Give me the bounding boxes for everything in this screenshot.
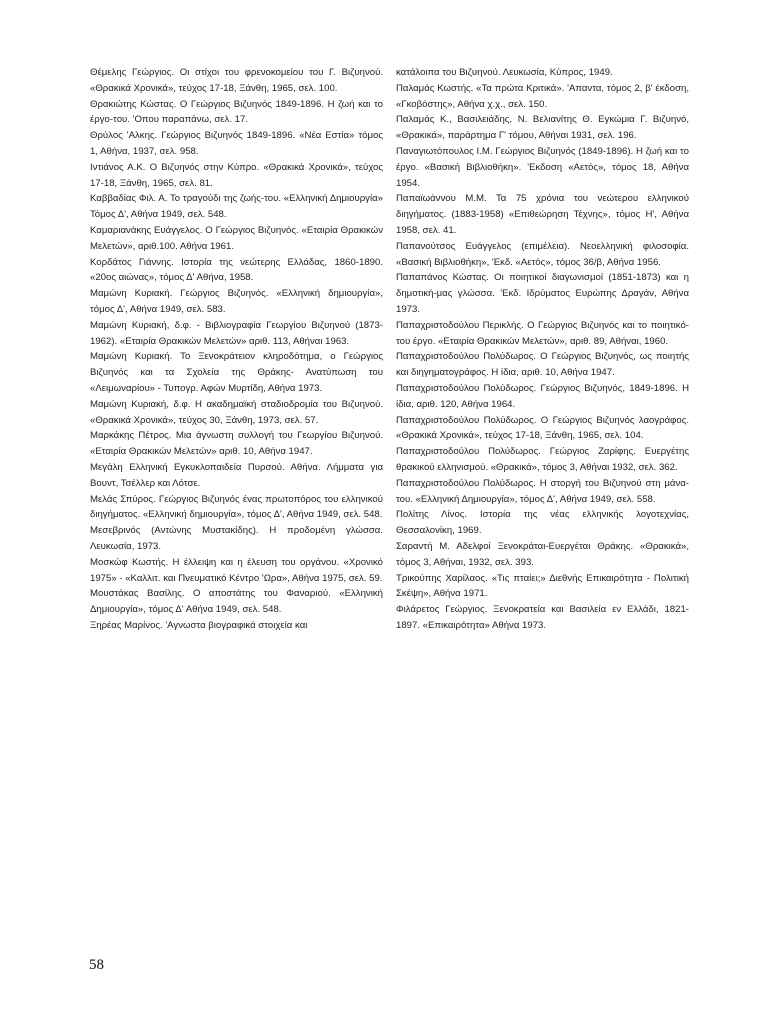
bibliography-left-column [90,65,383,634]
bibliography-entry: Φιλάρετος Γεώργιος. Ξενοκρατεία και Βασιλεία εν Ελλάδι, 1821-1897. «Επικαιρότητα» Αθήνα 1973. [396,604,689,631]
bibliography-entry: Παλαμάς Κωστής. «Τα πρώτα Κριτικά». 'Απαντα, τόμος 2, β' έκδοση, «Γκοβόστης», Αθήνα χ.χ., σελ. 150. [396,82,689,110]
bibliography-entry: Παπαχριστοδούλου Πολύδωρος. Γεώργιος Ζαρίφης. Ευεργέτης θρακικού ελληνισμού. «Θρακικά», τόμος 3, Αθήναι 1932, σελ. 362. [396,446,689,473]
bibliography-entry: Σαραντή Μ. Αδελφοί Ξενοκράται-Ευεργέται Θράκης. «Θρακικά», τόμος 3, Αθήναι, 1932, σελ. 393. [396,540,689,568]
bibliography-entry: Μοσκώφ Κωστής. Η έλλειψη και η έλευση του οργάνου. «Χρονικό 1975» - «Καλλιτ. και Πνευματικό Κέντρο 'Ωρα», Αθήνα 1975, σελ. 59. [90,556,383,584]
bibliography-entry: Παπαχριστοδούλου Πολύδωρος. Η στοργή του Βιζυηνού στη μάνα-του. «Ελληνική Δημιουργία», τόμος Δ', Αθήνα 1949, σελ. 558. [396,477,689,505]
bibliography-entry: Παπαχριστοδούλου Πολύδωρος. Ο Γεώργιος Βιζυηνός, ως ποιητής και διηγηματογράφος. Η ίδια, αριθ. 10, Αθήνα 1947. [396,351,689,379]
bibliography-entry: Παπαχριστοδούλου Περικλής. Ο Γεώργιος Βιζυηνός και το ποιητικό-του έργο. «Εταιρία Θρακικών Μελετών», αριθ. 89, Αθήναι, 1960. [396,319,689,347]
bibliography-entry: Κορδάτος Γιάννης. Ιστορία της νεώτερης Ελλάδας, 1860-1890. «20ος αιώνας», τόμος Δ' Αθήνα, 1958. [90,256,383,284]
bibliography-entry: Μεγάλη Ελληνική Εγκυκλοπαιδεία Πυρσού. Αθήνα. Λήμματα για Βουντ, Τσέλλερ και Λότσε. [90,461,383,489]
bibliography-entry: Παλαμάς Κ., Βασιλειάδης, Ν. Βελιανίτης Θ. Εγκώμια Γ. Βιζυηνό, «Θρακικά», παράρτημα Γ' τόμου, Αθήναι 1931, σελ. 196. [396,114,689,142]
bibliography-entry: Παπαχριστοδούλου Πολύδωρος. Ο Γεώργιος Βιζυηνός λαογράφος. «Θρακικά Χρονικά», τεύχος 17-18, Ξάνθη, 1965, σελ. 104. [396,414,689,442]
bibliography-entry: Παπανούτσος Ευάγγελος (επιμέλεια). Νεοελληνική φιλοσοφία. «Βασική Βιβλιοθήκη», 'Εκδ. «Αετός», τόμος 36/β, Αθήνα 1956. [396,240,689,268]
bibliography-entry: Καμαριανάκης Ευάγγελος. Ο Γεώργιος Βιζυηνός. «Εταιρία Θρακικών Μελετών», αριθ.100. Αθήνα 1961. [90,224,383,252]
bibliography-entry: Μελάς Σπύρος. Γεώργιος Βιζυηνός ένας πρωτοπόρος του ελληνικού διηγήματος. «Ελληνική δημιουργία», τόμος Δ', Αθήνα 1949, σελ. 548. [90,493,383,521]
bibliography-entry: Παπαχριστοδούλου Πολύδωρος. Γεώργιος Βιζυηνός, 1849-1896. Η ίδια, αριθ. 120, Αθήνα 1964. [396,382,689,410]
bibliography-entry: Μαμώνη Κυριακή. Γεώργιος Βιζυηνός. «Ελληνική δημιουργία», τόμος Δ', Αθήνα 1949, σελ. 583. [90,288,383,315]
bibliography-entry: Μεσεβρινός (Αντώνης Μυστακίδης). Η προδομένη γλώσσα. Λευκωσία, 1973. [90,525,383,552]
bibliography-entry: κατάλοιπα του Βιζυηνού. Λευκωσία, Κύπρος, 1949. [396,67,613,78]
bibliography-entry: Μαρκάκης Πέτρος. Μια άγνωστη συλλογή του Γεωργίου Βιζυηνού. «Εταιρία Θρακικών Μελετών» αριθ. 10, Αθήνα 1947. [90,430,383,458]
bibliography-entry: Παναγιωτόπουλος Ι.Μ. Γεώργιος Βιζυηνός (1849-1896). Η ζωή και το έργο. «Βασική Βιβλιοθήκη». 'Εκδοση «Αετός», τόμος 18, Αθήνα 1954. [396,145,689,189]
page-number: 58 [89,957,104,973]
bibliography-entry: Μαμώνη Κυριακή. Το Ξενοκράτειον κληροδότημα, ο Γεώργιος Βιζυηνός και τα Σχολεία της Θράκης- Ανατύπωση του «Λειμωναρίου» - Τυπογρ. Αφών Μυρτίδη, Αθήνα 1973. [90,351,383,394]
bibliography-right-column [396,65,689,634]
bibliography-entry: Ιντιάνος Α.Κ. Ο Βιζυηνός στην Κύπρο. «Θρακικά Χρονικά», τεύχος 17-18, Ξάνθη, 1965, σελ. 81. [90,161,383,189]
bibliography-entry: Θέμελης Γεώργιος. Οι στίχοι του φρενοκομείου του Γ. Βιζυηνού. «Θρακικά Χρονικά», τεύχος 17-18, Ξάνθη, 1965, σελ. 100. [90,67,383,94]
bibliography-entry: Καββαδίας Φιλ. Α. Το τραγούδι της ζωής-του. «Ελληνική Δημιουργία» Τόμος Δ', Αθήνα 1949, σελ. 548. [90,193,383,221]
bibliography-entry: Θρακιώτης Κώστας. Ο Γεώργιος Βιζυηνός 1849-1896. Η ζωή και το έργο-του. 'Οπου παραπάνω, σελ. 17. [90,98,383,126]
bibliography-entry: Παπαϊωάννου Μ.Μ. Τα 75 χρόνια του νεώτερου ελληνικού διηγήματος. (1883-1958) «Επιθεώρηση Τέχνης», τόμος Η', Αθήνα 1958, σελ. 41. [396,193,689,236]
bibliography-entry: Τρικούπης Χαρίλαος. «Τις πταίει;» Διεθνής Επικαιρότητα - Πολιτική Σκέψη», Αθήνα 1971. [396,572,689,600]
bibliography-entry: Θρύλος 'Αλκης. Γεώργιος Βιζυηνός 1849-1896. «Νέα Εστία» τόμος 1, Αθήνα, 1937, σελ. 958. [90,130,383,157]
bibliography-entry: Μαμώνη Κυριακή, δ.φ. Η ακαδημαϊκή σταδιοδρομία του Βιζυηνού. «Θρακικά Χρονικά», τεύχος 30, Ξάνθη, 1973, σελ. 57. [90,398,383,426]
bibliography-entry: Πολίτης Λίνος. Ιστορία της νέας ελληνικής λογοτεχνίας, Θεσσαλονίκη, 1969. [396,509,689,537]
bibliography-entry: Μουστάκας Βασίλης. Ο αποστάτης του Φαναριού. «Ελληνική Δημιουργία», τόμος Δ' Αθήνα 1949, σελ. 548. [90,588,383,616]
bibliography-entry: Ξηρέας Μαρίνος. 'Αγνωστα βιογραφικά στοιχεία και [90,619,308,631]
bibliography-entry: Παπαπάνος Κώστας. Οι ποιητικοί διαγωνισμοί (1851-1873) και η δημοτική-μας γλώσσα. 'Εκδ. Ιδρύματος Ευρώπης Δραγάν, Αθήνα 1973. [396,272,689,315]
bibliography-entry: Μαμώνη Κυριακή, δ.φ. - Βιβλιογραφία Γεωργίου Βιζυηνού (1873-1962). «Εταιρία Θρακικών Μελετών» αριθ. 113, Αθήναι 1963. [90,319,383,347]
